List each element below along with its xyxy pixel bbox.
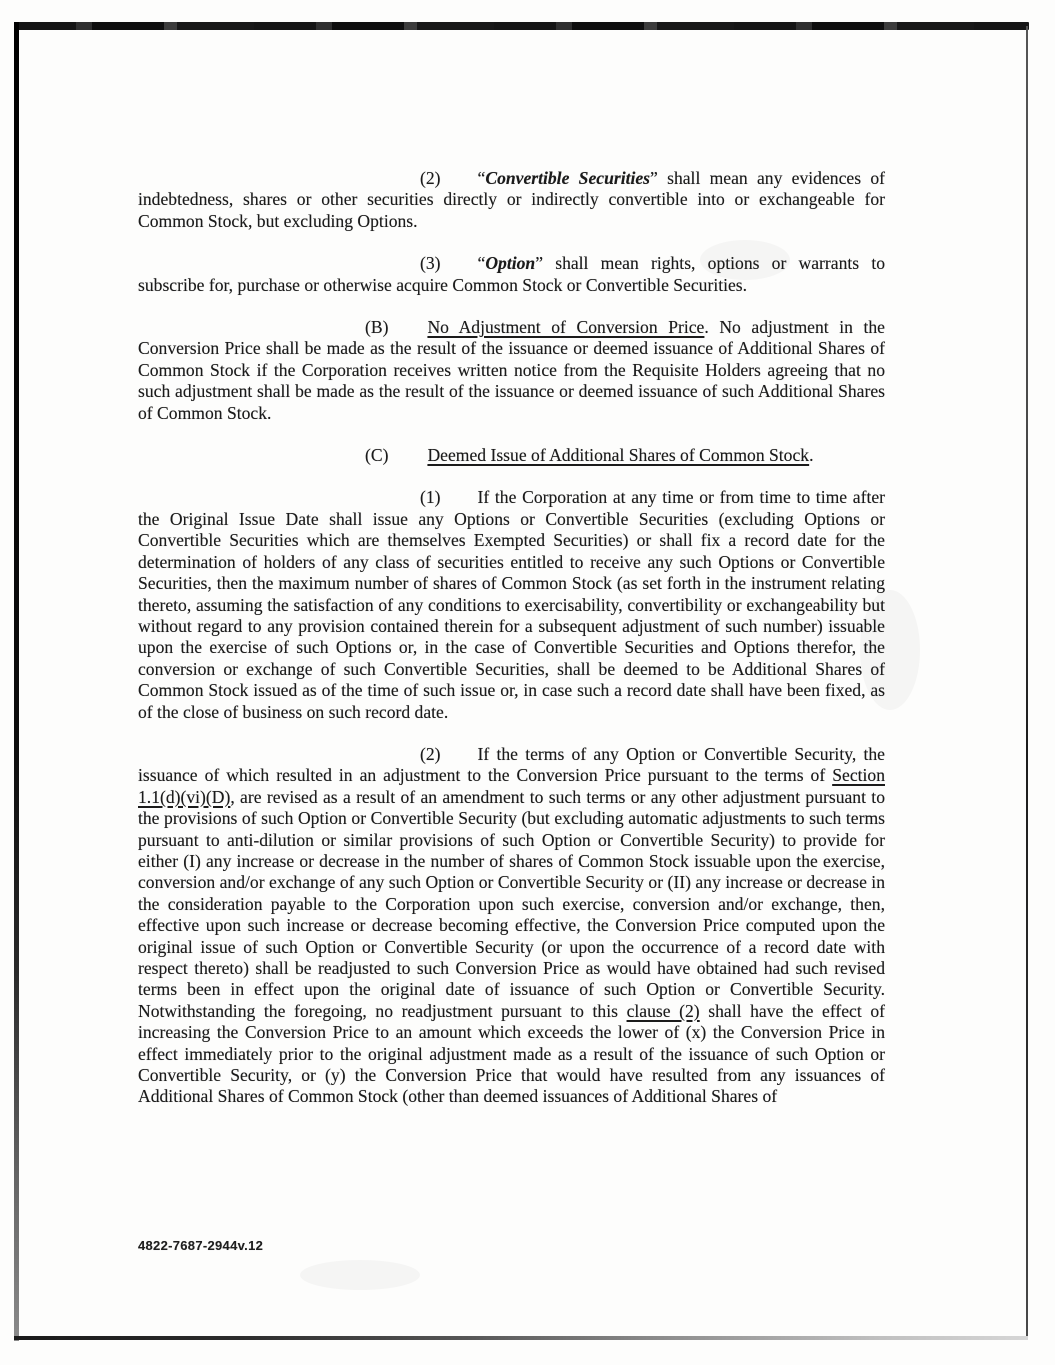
paragraph-number: (2) xyxy=(420,168,441,188)
text-run: ” shall mean any evidences of indebtedness, shares or other securities directly or indirectly convertible into or exchangeable for Common Stock, but excluding Options. xyxy=(138,168,885,231)
paragraph-number: (C) xyxy=(365,445,389,466)
paragraph-number: (2) xyxy=(420,743,441,764)
footer-doc-number: 4822-7687-2944v.12 xyxy=(138,1238,264,1253)
section-reference: Section 1.1(d)(vi)(D) xyxy=(138,765,885,807)
paragraph-number: (B) xyxy=(365,317,389,338)
text-run: If the Corporation at any time or from time to time after the Original Issue Date shall issue any Options or Convertible Securities (excluding Options or Convertible Securities which are themselves Exempted Securities) or shall fix a record date for the determination of holders of any class of securities entitled to receive any such Options or Convertible Securities, then the maximum number of shares of Common Stock (as set forth in the instrument relating thereto, assuming the satisfaction of any conditions to exercisability, convertibility or exchangeability but without regard to any provision contained therein for a subsequent adjustment of such number) issuable upon the exercise of such Options or, in the case of Convertible Securities and Options therefor, the conversion or exchange of such Convertible Securities, shall be deemed to be Additional Shares of Common Stock issued as of the time of such issue or, in case such a record date shall have been fixed, as of the close of business on such record date. xyxy=(138,487,885,722)
scan-border-left xyxy=(14,22,19,1341)
text-run: , are revised as a result of an amendment to such terms or any other adjustment pursuant to the provisions of such Option or Convertible Security (but excluding automatic adjustments to such terms pursuant to anti-dilution or similar provisions of such Option or Convertible Security) to provide for either (I) any increase or decrease in the number of shares of Common Stock issuable upon the exercise, conversion and/or exchange of any such Option or Convertible Security or (II) any increase or decrease in the consideration payable to the Corporation upon such exercise, conversion and/or exchange, then, effective upon such increase or decrease becoming effective, the Conversion Price computed upon the original issue of such Option or Convertible Security (or upon the occurrence of a record date with respect thereto) shall be readjusted to such Conversion Price as would have obtained had such revised terms been in effect upon the original date of issuance of such Option or Convertible Security. Notwithstanding the foregoing, no readjustment pursuant to this xyxy=(138,786,885,1021)
paragraph-section-c-heading xyxy=(138,445,885,466)
paragraph-number: (3) xyxy=(420,253,441,274)
section-heading-underlined: Deemed Issue of Additional Shares of Common Stock xyxy=(427,445,810,466)
paragraph-definition-option xyxy=(138,253,885,296)
text-run: shall have the effect of increasing the Conversion Price to an amount which exceeds the lower of (x) the Conversion Price in effect immediately prior to the original adjustment made as a result of the issuance of such Option or Convertible Security, or (y) the Conversion Price that would have resulted from any issuances of Additional Shares of Common Stock (other than deemed issuances of Additional Shares of xyxy=(138,1000,885,1107)
scan-border-bottom xyxy=(14,1336,1028,1340)
paragraph-clause-2-revised-terms xyxy=(138,744,885,1108)
text-run: “ xyxy=(477,253,486,274)
scan-border-right xyxy=(1026,26,1028,1340)
paragraph-section-b-no-adjustment xyxy=(138,317,885,424)
text-run: . xyxy=(809,445,814,466)
text-run: . No adjustment in the Conversion Price shall be made as the result of the issuance or deemed issuance of Additional Shares of Common Stock if the Corporation receives written notice from the Requisite Holders agreeing that no such adjustment shall be made as the result of the issuance or deemed issuance of such Additional Shares of Common Stock. xyxy=(138,317,885,423)
text-run: If the terms of any Option or Convertible Security, the issuance of which resulted in an adjustment to the Conversion Price pursuant to the terms of xyxy=(138,743,885,786)
text-run: ” shall mean rights, options or warrants to subscribe for, purchase or otherwise acquire Common Stock or Convertible Securities. xyxy=(138,253,885,295)
text-run: “ xyxy=(477,168,486,188)
paragraph-number: (1) xyxy=(420,487,441,508)
scan-smudge xyxy=(300,1260,420,1290)
defined-term-option: Option xyxy=(485,253,536,274)
document-body xyxy=(138,168,885,1129)
defined-term-convertible-securities: Convertible Securities xyxy=(485,168,651,188)
scan-border-top xyxy=(14,22,1029,30)
paragraph-clause-1-deemed-issue xyxy=(138,487,885,722)
paragraph-definition-convertible-securities xyxy=(138,168,885,232)
clause-reference: clause (2) xyxy=(626,1000,700,1021)
section-heading-underlined: No Adjustment of Conversion Price xyxy=(427,317,705,338)
